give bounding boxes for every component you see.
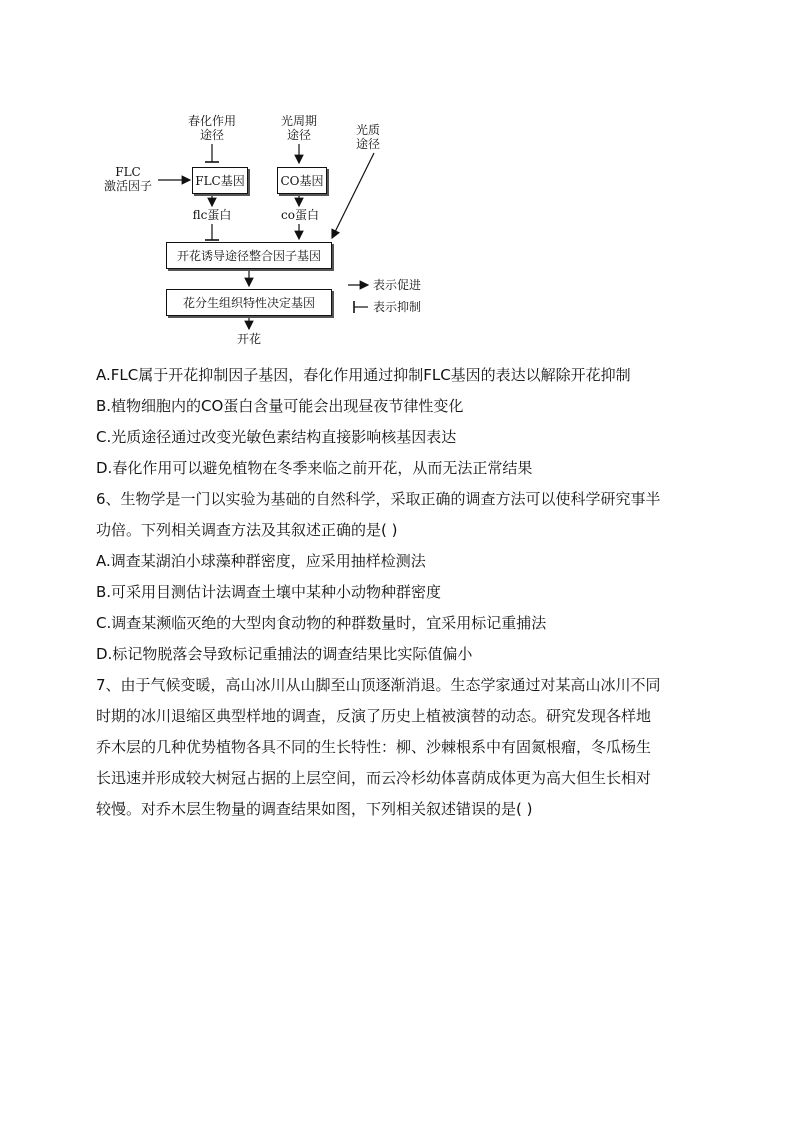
- flc-activator-label: [100, 165, 156, 193]
- label-line: 激活因子: [103, 179, 152, 193]
- option-a-q5: A.FLC属于开花抑制因子基因，春化作用通过抑制FLC基因的表达以解除开花抑制: [96, 366, 631, 384]
- legend-inhibit-label: 表示抑制: [373, 300, 422, 314]
- flowering-pathway-diagram: [96, 108, 436, 348]
- label-line: 途径: [286, 128, 311, 142]
- integrator-gene-box: 开花诱导途径整合因子基因: [166, 242, 332, 269]
- photoperiod-pathway-label: [274, 114, 324, 142]
- option-c-q5: C.光质途径通过改变光敏色素结构直接影响核基因表达: [96, 428, 457, 446]
- promote-connector: [332, 153, 374, 238]
- light-quality-pathway-label: [348, 123, 388, 151]
- label-line: 光周期: [280, 114, 317, 128]
- question-7-stem: 长迅速并形成较大树冠占据的上层空间，而云冷杉幼体喜荫成体更为高大但生长相对: [96, 769, 652, 787]
- flowering-label: 开花: [236, 332, 261, 346]
- option-c-q6: C.调查某濒临灭绝的大型肉食动物的种群数量时，宜采用标记重捕法: [96, 614, 547, 632]
- legend-promote-label: 表示促进: [373, 278, 422, 292]
- option-a-q6: A.调查某湖泊小球藻种群密度，应采用抽样检测法: [96, 552, 426, 570]
- option-d-q5: D.春化作用可以避免植物在冬季来临之前开花，从而无法正常结果: [96, 459, 533, 477]
- question-7-stem: 7、由于气候变暖，高山冰川从山脚至山顶逐渐消退。生态学家通过对某高山冰川不同: [96, 676, 661, 694]
- question-7-stem: 较慢。对乔木层生物量的调查结果如图，下列相关叙述错误的是( ): [96, 800, 533, 818]
- label-line: FLC: [115, 165, 141, 179]
- option-b-q6: B.可采用目测估计法调查土壤中某种小动物种群密度: [96, 583, 442, 601]
- question-7-stem: 时期的冰川退缩区典型样地的调查，反演了历史上植被演替的动态。研究发现各样地: [96, 707, 652, 725]
- co-protein-label: co蛋白: [281, 208, 319, 222]
- flc-protein-label: flc蛋白: [192, 208, 232, 222]
- label-line: 光质: [355, 123, 380, 137]
- label-line: 途径: [355, 137, 380, 151]
- label-line: 途径: [199, 128, 224, 142]
- option-d-q6: D.标记物脱落会导致标记重捕法的调查结果比实际值偏小: [96, 645, 473, 663]
- question-7-stem: 乔木层的几种优势植物各具不同的生长特性：柳、沙棘根系中有固氮根瘤，冬瓜杨生: [96, 738, 652, 756]
- vernalization-pathway-label: [184, 114, 240, 142]
- co-gene-box: CO基因: [277, 167, 327, 194]
- label-line: 春化作用: [187, 114, 236, 128]
- question-6-stem: 6、生物学是一门以实验为基础的自然科学，采取正确的调查方法可以使科学研究事半: [96, 490, 661, 508]
- flc-gene-box: FLC基因: [192, 167, 248, 194]
- option-b-q5: B.植物细胞内的CO蛋白含量可能会出现昼夜节律性变化: [96, 397, 464, 415]
- question-6-stem: 功倍。下列相关调查方法及其叙述正确的是( ): [96, 521, 398, 539]
- meristem-gene-box: 花分生组织特性决定基因: [166, 289, 332, 316]
